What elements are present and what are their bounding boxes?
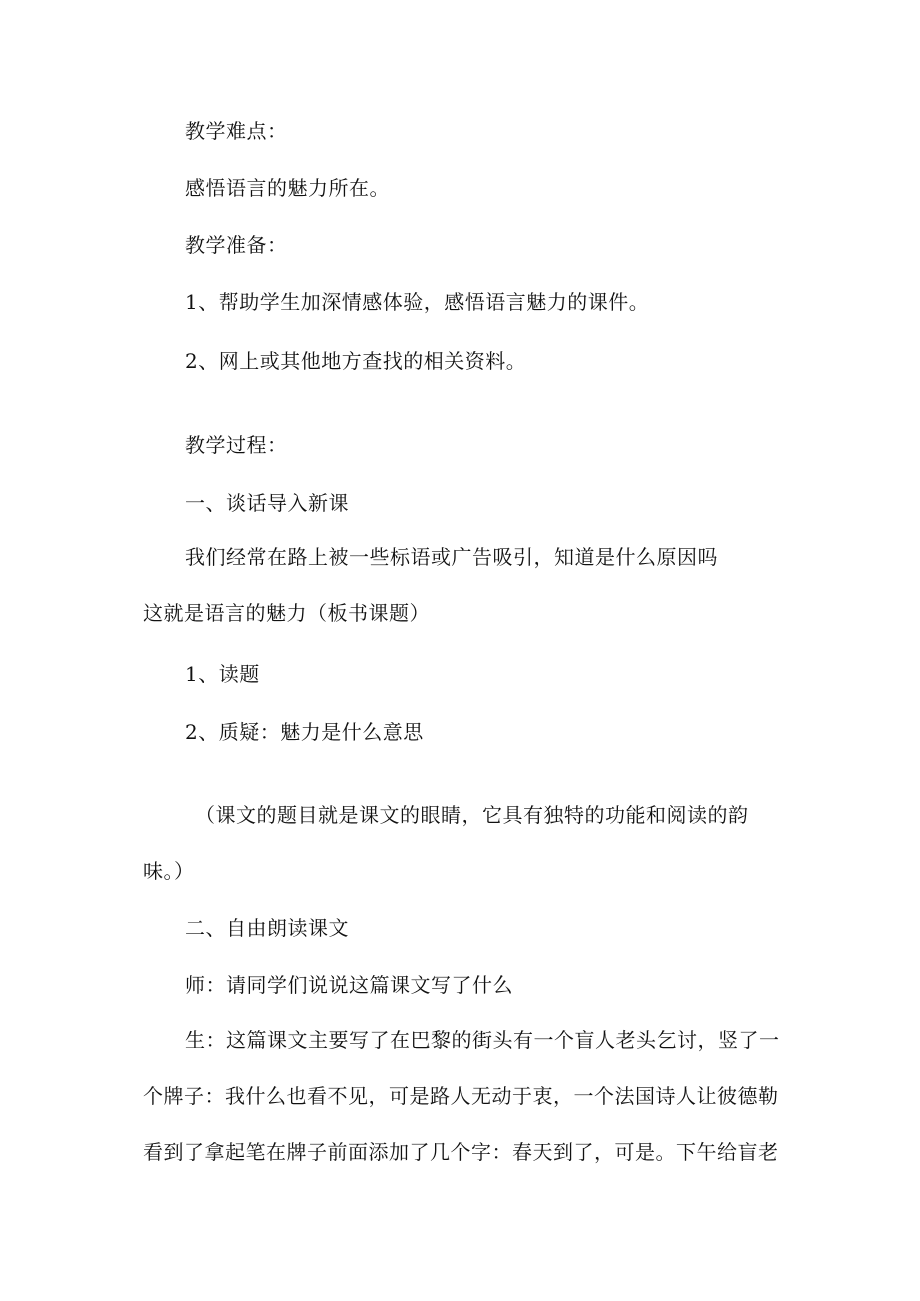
paragraph-line: （课文的题目就是课文的眼睛，它具有独特的功能和阅读的韵 bbox=[195, 803, 749, 827]
list-item: 1、读题 bbox=[185, 662, 260, 686]
heading-teaching-process: 教学过程： bbox=[185, 433, 288, 457]
list-item: 1、帮助学生加深情感体验，感悟语言魅力的课件。 bbox=[185, 290, 650, 314]
paragraph-line: 生：这篇课文主要写了在巴黎的街头有一个盲人老头乞讨，竖了一 bbox=[185, 1028, 780, 1052]
list-item: 2、网上或其他地方查找的相关资料。 bbox=[185, 349, 527, 373]
paragraph-line: 师：请同学们说说这篇课文写了什么 bbox=[185, 973, 513, 997]
paragraph-line: 感悟语言的魅力所在。 bbox=[185, 176, 390, 200]
heading-teaching-difficulty: 教学难点： bbox=[185, 119, 288, 143]
list-item: 2、质疑：魅力是什么意思 bbox=[185, 720, 424, 744]
paragraph-line: 我们经常在路上被一些标语或广告吸引，知道是什么原因吗 bbox=[185, 545, 718, 569]
paragraph-line: 个牌子：我什么也看不见，可是路人无动于衷，一个法国诗人让彼德勒 bbox=[143, 1084, 779, 1108]
section-heading: 二、自由朗读课文 bbox=[185, 916, 349, 940]
paragraph-line: 这就是语言的魅力（板书课题） bbox=[143, 601, 430, 625]
section-heading: 一、谈话导入新课 bbox=[185, 491, 349, 515]
heading-teaching-preparation: 教学准备： bbox=[185, 233, 288, 257]
paragraph-line: 看到了拿起笔在牌子前面添加了几个字：春天到了，可是。下午给盲老 bbox=[143, 1140, 779, 1164]
paragraph-line: 味。） bbox=[143, 859, 195, 883]
